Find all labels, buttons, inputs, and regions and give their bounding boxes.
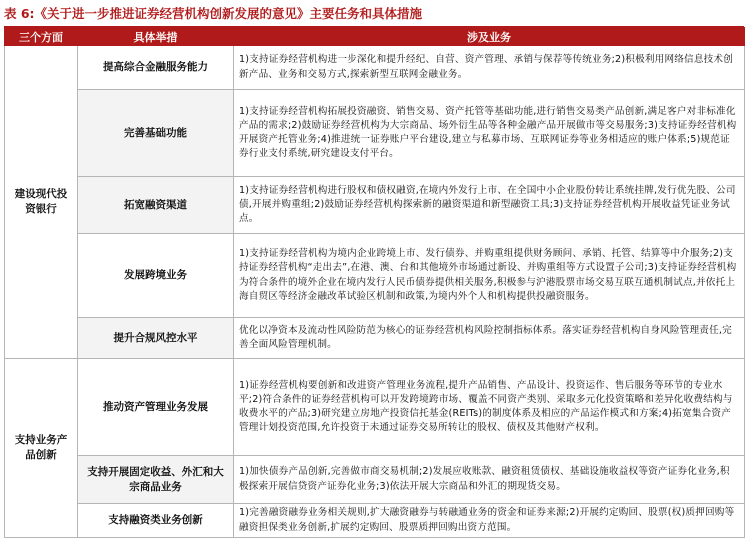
measure-cell: 支持开展固定收益、外汇和大宗商品业务 xyxy=(78,456,234,504)
content-cell: 1)加快债券产品创新,完善做市商交易机制;2)发展应收账款、融资租赁债权、基础设施收益权等资产证券化业务,积极探索开展信贷资产证券化业务;3)依法开展大宗商品和外汇的期现货交易。 xyxy=(234,456,745,504)
table-row xyxy=(5,234,745,318)
content-cell: 1)支持证券经营机构进一步深化和提升经纪、自营、资产管理、承销与保荐等传统业务;2)积极利用网络信息技术创新产品、业务和交易方式,探索新型互联网金融业务。 xyxy=(234,46,745,90)
tasks-table xyxy=(4,27,745,538)
header-direction: 三个方面 xyxy=(5,28,78,46)
content-cell: 1)证券经营机构要创新和改进资产管理业务流程,提升产品销售、产品设计、投资运作、售后服务等环节的专业水平;2)符合条件的证券经营机构可以开发跨境跨市场、覆盖不同资产类别、采取多元化投资策略和差异化收费结构与收费水平的产品;3)研究建立房地产投资信托基金(REITs)的制度体系及相应的产品运作模式和方案;4)拓宽集合资产管理计划投资范围,允许投资于未通过证券交易所转让的股权、债权及其他财产权利。 xyxy=(234,359,745,456)
table-row xyxy=(5,504,745,538)
table-row xyxy=(5,456,745,504)
content-cell: 1)支持证券经营机构为境内企业跨境上市、发行债券、并购重组提供财务顾问、承销、托管、结算等中介服务;2)支持证券经营机构“走出去”,在港、澳、台和其他境外市场通过新设、并购重组等方式设置子公司;3)支持证券经营机构为符合条件的境外企业在境内发行人民币债券提供相关服务,积极参与沪港股票市场交易互联互通机制试点,并依托上海自贸区等经济金融改革试验区机制和政策,为境内外个人和机构提供投融资服务。 xyxy=(234,234,745,318)
measure-cell: 支持融资类业务创新 xyxy=(78,504,234,538)
table-row xyxy=(5,318,745,359)
direction-cell: 建设现代投资银行 xyxy=(5,46,78,359)
header-row xyxy=(5,28,745,46)
content-cell: 1)支持证券经营机构拓展投资融资、销售交易、资产托管等基础功能,进行销售交易类产品创新,满足客户对非标准化产品的需求;2)鼓励证券经营机构为大宗商品、场外衍生品等各种金融产品开展做市等交易服务;3)支持证券经营机构开展资产托管业务;4)推进统一证券账户平台建设,建立与私募市场、互联网证券等业务相适应的账户体系;5)规范证券行业支付系统,研究建设支付平台。 xyxy=(234,90,745,177)
content-cell: 优化以净资本及流动性风险防范为核心的证券经营机构风险控制指标体系。落实证券经营机构自身风险管理责任,完善全面风险管理机制。 xyxy=(234,318,745,359)
measure-cell: 提升合规风控水平 xyxy=(78,318,234,359)
header-business: 涉及业务 xyxy=(234,28,745,46)
table-row xyxy=(5,177,745,234)
content-cell: 1)完善融资融券业务相关规则,扩大融资融券与转融通业务的资金和证券来源;2)开展约定购回、股票(权)质押回购等融资担保类业务创新,扩展约定购回、股票质押回购出资方范围。 xyxy=(234,504,745,538)
header-measure: 具体举措 xyxy=(78,28,234,46)
measure-cell: 发展跨境业务 xyxy=(78,234,234,318)
table-caption: 表 6:《关于进一步推进证券经营机构创新发展的意见》主要任务和具体措施 xyxy=(4,6,423,21)
direction-cell: 支持业务产品创新 xyxy=(5,359,78,538)
table-row xyxy=(5,46,745,90)
content-cell: 1)支持证券经营机构进行股权和债权融资,在境内外发行上市、在全国中小企业股份转让系统挂牌,发行优先股、公司债,开展并购重组;2)鼓励证券经营机构探索新的融资渠道和新型融资工具;3)支持证券经营机构开展收益凭证业务试点。 xyxy=(234,177,745,234)
table-row xyxy=(5,90,745,177)
measure-cell: 推动资产管理业务发展 xyxy=(78,359,234,456)
table-row xyxy=(5,359,745,456)
measure-cell: 提高综合金融服务能力 xyxy=(78,46,234,90)
measure-cell: 拓宽融资渠道 xyxy=(78,177,234,234)
measure-cell: 完善基础功能 xyxy=(78,90,234,177)
